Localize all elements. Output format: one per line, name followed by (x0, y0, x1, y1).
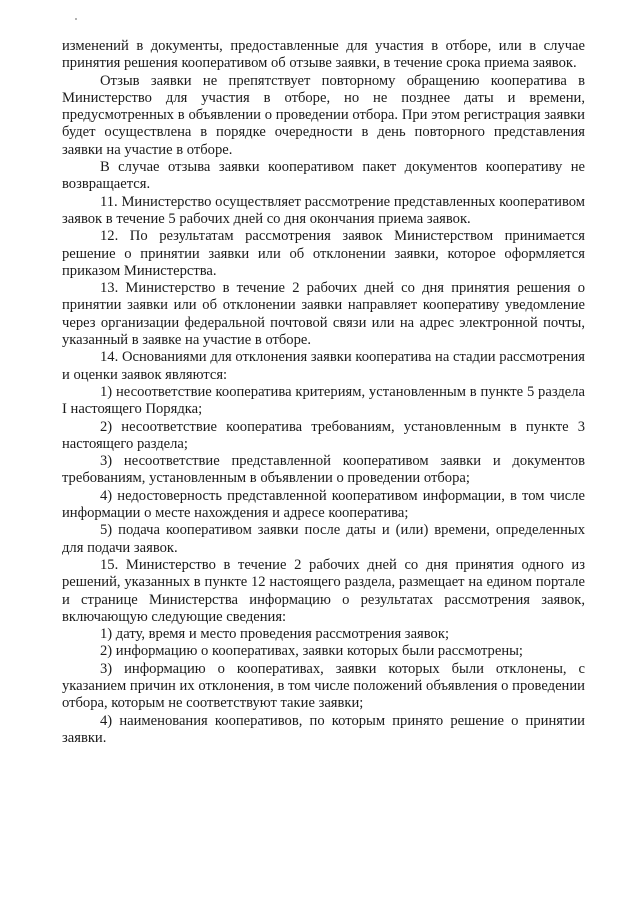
scan-speck (75, 18, 77, 20)
list-item: 5) подача кооперативом заявки после даты и (или) времени, определенных для подачи заявок. (62, 522, 585, 556)
list-item: 3) информацию о кооперативах, заявки которых были отклонены, с указанием причин их отклонения, в том числе положений объявления о проведении отбора, которым не соответствуют такие заявки; (62, 660, 585, 712)
list-item: 3) несоответствие представленной кооперативом заявки и документов требованиям, установленным в объявлении о проведении отбора; (62, 453, 585, 487)
paragraph: В случае отзыва заявки кооперативом пакет документов кооперативу не возвращается. (62, 159, 585, 193)
list-item: 4) недостоверность представленной кооперативом информации, в том числе информации о месте нахождения и адресе кооператива; (62, 487, 585, 522)
paragraph: 11. Министерство осуществляет рассмотрение представленных кооперативом заявок в течение 5 рабочих дней со дня окончания приема заявок. (62, 193, 585, 227)
paragraph: 13. Министерство в течение 2 рабочих дней со дня принятия решения о принятии заявки или об отклонении заявки направляет кооперативу уведомление через организации федеральной почтовой связи или на адрес электронной почты, указанный в заявке на участие в отборе. (62, 280, 585, 349)
document-body (62, 38, 585, 747)
list-item: 4) наименования кооперативов, по которым принято решение о принятии заявки. (62, 712, 585, 746)
paragraph: изменений в документы, предоставленные для участия в отборе, или в случае принятия решения кооперативом об отзыве заявки, в течение срока приема заявок. (62, 38, 585, 72)
list-item: 2) информацию о кооперативах, заявки которых были рассмотрены; (100, 643, 523, 660)
paragraph: 14. Основаниями для отклонения заявки кооператива на стадии рассмотрения и оценки заявок являются: (62, 349, 585, 383)
paragraph: 12. По результатам рассмотрения заявок Министерством принимается решение о принятии заявки или об отклонении заявки, которое оформляется приказом Министерства. (62, 228, 585, 279)
paragraph: Отзыв заявки не препятствует повторному обращению кооператива в Министерство для участия в отборе, но не позднее даты и времени, предусмотренных в объявлении о проведении отбора. При этом регистрация заявки будет осуществлена в порядке очередности в день повторного представления заявки на участие в отборе. (62, 72, 585, 158)
list-item: 2) несоответствие кооператива требованиям, установленным в пункте 3 настоящего раздела; (62, 418, 585, 452)
list-item: 1) несоответствие кооператива критериям, установленным в пункте 5 раздела I настоящего Порядка; (62, 383, 585, 418)
list-item: 1) дату, время и место проведения рассмотрения заявок; (100, 626, 449, 643)
paragraph: 15. Министерство в течение 2 рабочих дней со дня принятия одного из решений, указанных в пункте 12 настоящего раздела, размещает на едином портале и странице Министерства информацию о результатах рассмотрения заявок, включающую следующие сведения: (62, 556, 585, 625)
